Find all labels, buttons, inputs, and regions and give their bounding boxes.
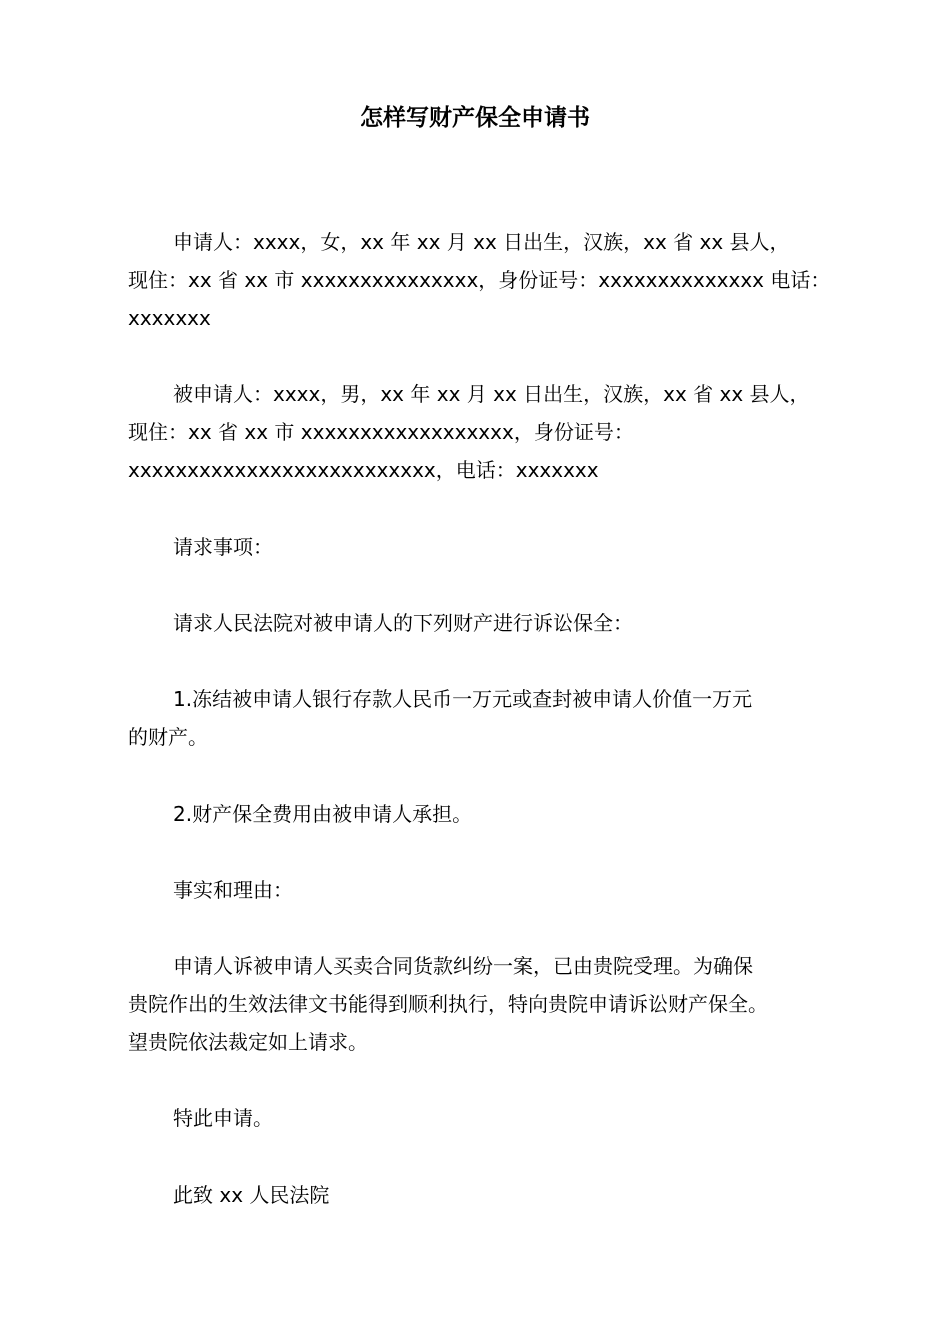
claims-heading: 请求事项：: [173, 535, 273, 559]
claim-1-line-2: 的财产。: [128, 725, 208, 749]
document-title: 怎样写财产保全申请书: [360, 105, 590, 131]
applicant-paragraph: [128, 223, 848, 337]
facts-body-line-3: 望贵院依法裁定如上请求。: [128, 1030, 368, 1054]
facts-heading: 事实和理由：: [173, 878, 293, 902]
facts-body-line-1: 申请人诉被申请人买卖合同货款纠纷一案，已由贵院受理。为确保: [173, 954, 753, 978]
addressee-text: 此致 xx 人民法院: [173, 1183, 330, 1207]
applicant-line-1: 申请人：xxxx，女，xx 年 xx 月 xx 日出生，汉族，xx 省 xx 县人，: [173, 230, 790, 254]
respondent-line-1: 被申请人：xxxx，男，xx 年 xx 月 xx 日出生，汉族，xx 省 xx 县人，: [173, 382, 810, 406]
facts-body-line-2: 贵院作出的生效法律文书能得到顺利执行，特向贵院申请诉讼财产保全。: [128, 992, 768, 1016]
facts-heading-block: [128, 871, 848, 909]
claim-2: 2.财产保全费用由被申请人承担。: [173, 802, 473, 826]
respondent-line-2: 现住：xx 省 xx 市 xxxxxxxxxxxxxxxxxx，身份证号：: [128, 420, 634, 444]
claims-intro: 请求人民法院对被申请人的下列财产进行诉讼保全：: [173, 611, 633, 635]
claim-1-line-1: 1.冻结被申请人银行存款人民币一万元或查封被申请人价值一万元: [173, 687, 753, 711]
applicant-line-2: 现住：xx 省 xx 市 xxxxxxxxxxxxxxx，身份证号：xxxxxxxxxxxxxx 电话：: [128, 268, 831, 292]
facts-body-block: [128, 947, 848, 1061]
respondent-line-3: xxxxxxxxxxxxxxxxxxxxxxxxxx，电话：xxxxxxx: [128, 458, 599, 482]
respondent-paragraph: [128, 375, 848, 489]
claim-2-block: [128, 795, 848, 833]
applicant-line-3: xxxxxxx: [128, 306, 211, 330]
claims-intro-block: [128, 604, 848, 642]
addressee-block: [128, 1176, 848, 1214]
claims-heading-block: [128, 528, 848, 566]
closing-block: [128, 1099, 848, 1137]
claim-1-block: [128, 680, 848, 756]
closing-text: 特此申请。: [173, 1106, 273, 1130]
